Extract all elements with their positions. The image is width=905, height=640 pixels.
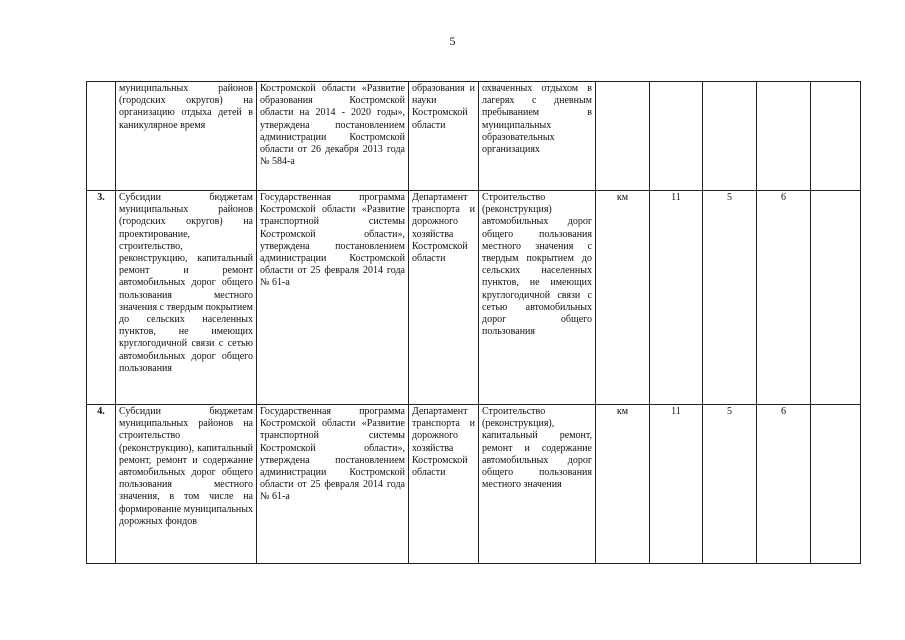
- table-row: [87, 405, 861, 564]
- value-cell: [811, 405, 861, 564]
- unit-cell: км: [596, 191, 650, 405]
- value-cell: [650, 82, 703, 191]
- state-program: Государственная программа Костромской области «Развитие транспортной системы Костромской области», утверждена постановлением администрации Костромской области от 25 февраля 2014 года № 61-а: [257, 191, 409, 405]
- target-indicator: Строительство (реконструкция) автомобильных дорог общего пользования местного значения с твердым покрытием до сельских населенных пунктов, не имеющих круглогодичной связи с сетью автомобильных дорог общего пользования: [479, 191, 596, 405]
- value-cell: 11: [650, 405, 703, 564]
- responsible-department: образования и науки Костромской области: [409, 82, 479, 191]
- value-cell: 5: [703, 405, 757, 564]
- table-row: [87, 191, 861, 405]
- value-cell: 6: [757, 405, 811, 564]
- value-cell: [811, 82, 861, 191]
- target-indicator: охваченных отдыхом в лагерях с дневным пребыванием в муниципальных образовательных организациях: [479, 82, 596, 191]
- value-cell: [757, 82, 811, 191]
- table-row: [87, 82, 861, 191]
- subsidy-description: муниципальных районов (городских округов) на организацию отдыха детей в каникулярное время: [116, 82, 257, 191]
- state-program: Костромской области «Развитие образования Костромской области на 2014 - 2020 годы», утверждена постановлением администрации Костромской области от 26 декабря 2013 года № 584-а: [257, 82, 409, 191]
- page-number: 5: [449, 34, 456, 48]
- target-indicator: Строительство (реконструкция), капитальный ремонт, ремонт и содержание автомобильных дорог общего пользования местного значения: [479, 405, 596, 564]
- subsidy-description: Субсидии бюджетам муниципальных районов (городских округов) на проектирование, строительство, реконструкцию, капитальный ремонт и ремонт автомобильных дорог общего пользования местного значения с твердым покрытием до сельских населенных пунктов, не имеющих круглогодичной связи с сетью автомобильных дорог общего пользования: [116, 191, 257, 405]
- row-number: 4.: [87, 405, 116, 564]
- value-cell: 11: [650, 191, 703, 405]
- value-cell: 5: [703, 191, 757, 405]
- responsible-department: Департамент транспорта и дорожного хозяйства Костромской области: [409, 191, 479, 405]
- unit-cell: км: [596, 405, 650, 564]
- subsidy-table: [86, 81, 861, 564]
- value-cell: 6: [757, 191, 811, 405]
- unit-cell: [596, 82, 650, 191]
- row-number: [87, 82, 116, 191]
- value-cell: [811, 191, 861, 405]
- row-number: 3.: [87, 191, 116, 405]
- responsible-department: Департамент транспорта и дорожного хозяйства Костромской области: [409, 405, 479, 564]
- value-cell: [703, 82, 757, 191]
- state-program: Государственная программа Костромской области «Развитие транспортной системы Костромской области», утверждена постановлением администрации Костромской области от 25 февраля 2014 года № 61-а: [257, 405, 409, 564]
- subsidy-description: Субсидии бюджетам муниципальных районов на строительство (реконструкцию), капитальный ремонт, ремонт и содержание автомобильных дорог общего пользования местного значения, в том числе на формирование муниципальных дорожных фондов: [116, 405, 257, 564]
